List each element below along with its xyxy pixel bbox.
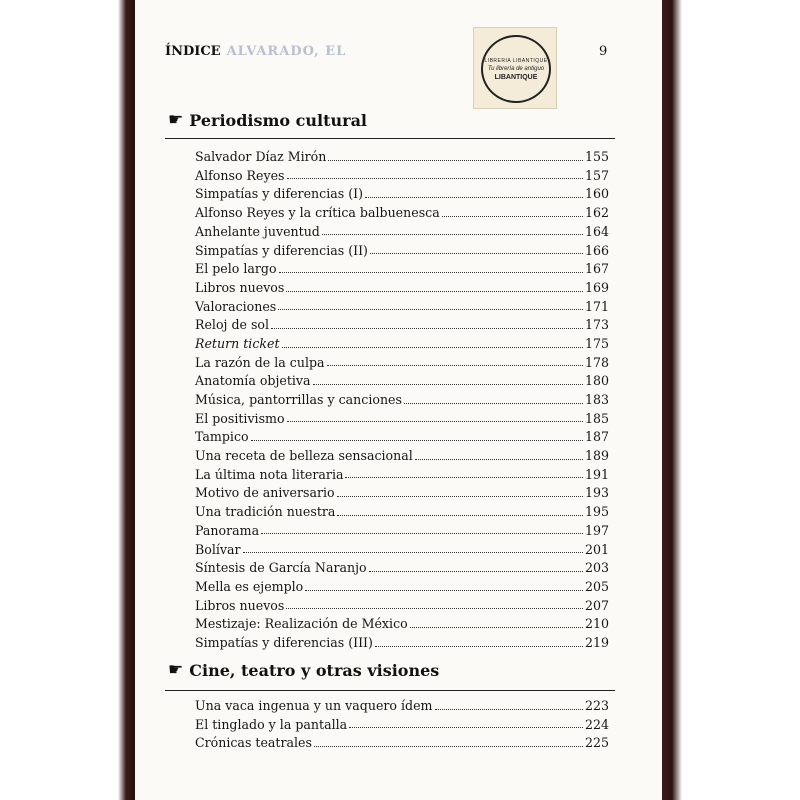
toc-entry [195, 481, 609, 500]
toc-entry [195, 145, 609, 164]
toc-entry-page: 164 [584, 223, 609, 239]
toc-entry-page: 155 [584, 149, 609, 165]
dot-leader [322, 233, 583, 235]
dot-leader [375, 645, 583, 647]
toc-entry-page: 224 [584, 716, 609, 732]
toc-entry-title: El tinglado y la pantalla [195, 716, 348, 732]
toc-entry-title: Libros nuevos [195, 279, 285, 295]
dot-leader [410, 626, 583, 628]
toc-entry-title: Una vaca ingenua y un vaquero ídem [195, 698, 433, 714]
toc-entry-page: 162 [584, 205, 609, 221]
toc-entry-title: La razón de la culpa [195, 354, 325, 370]
stamp-bottom-text: LIBANTIQUE [494, 73, 538, 81]
section-heading-periodismo [168, 110, 367, 130]
toc-entry [195, 612, 609, 631]
dot-leader [435, 708, 583, 710]
toc-entry-title: Música, pantorrillas y canciones [195, 392, 402, 408]
toc-entry-title: Bolívar [195, 541, 241, 557]
toc-entry-page: 171 [584, 298, 609, 314]
toc-entry-page: 207 [584, 597, 609, 613]
toc-entry-title: Simpatías y diferencias (III) [195, 634, 373, 650]
toc-entry-page: 191 [584, 466, 609, 482]
dot-leader [286, 607, 583, 609]
toc-entry [195, 295, 609, 314]
toc-entry [195, 276, 609, 295]
toc-entry [195, 201, 609, 220]
dot-leader [279, 271, 583, 273]
stamp-top-text: LIBRERIA LIBANTIQUE [484, 57, 548, 64]
dot-leader [415, 458, 583, 460]
dot-leader [370, 252, 583, 254]
toc-entry-page: 197 [584, 522, 609, 538]
toc-entry [195, 313, 609, 332]
toc-entry-page: 173 [584, 317, 609, 333]
toc-entry [195, 220, 609, 239]
section-title: Periodismo cultural [189, 110, 368, 130]
toc-entry-title: Simpatías y diferencias (II) [195, 242, 368, 258]
toc-entry-title: Libros nuevos [195, 597, 285, 613]
toc-entry-title: Panorama [195, 522, 260, 538]
toc-entry [195, 500, 609, 519]
toc-entry-page: 169 [584, 279, 609, 295]
section-rule [165, 138, 615, 139]
toc-entry-title: Una receta de belleza sensacional [195, 448, 413, 464]
toc-entry-title: Motivo de aniversario [195, 485, 335, 501]
toc-entry-page: 157 [584, 167, 609, 183]
toc-entry-page: 201 [584, 541, 609, 557]
toc-entry-page: 185 [584, 410, 609, 426]
toc-entry-title: Síntesis de García Naranjo [195, 560, 367, 576]
toc-entry-title: Una tradición nuestra [195, 504, 336, 520]
dot-leader [243, 551, 583, 553]
toc-entry-page: 183 [584, 392, 609, 408]
toc-entry-page: 193 [584, 485, 609, 501]
toc-entry-page: 225 [584, 735, 609, 751]
toc-entry-page: 187 [584, 429, 609, 445]
toc-entry-page: 210 [584, 616, 609, 632]
dot-leader [442, 215, 583, 217]
page-number: 9 [599, 44, 608, 59]
dot-leader [337, 495, 583, 497]
stamp-seal-icon [481, 35, 551, 103]
toc-entry-page: 203 [584, 560, 609, 576]
dot-leader [369, 570, 583, 572]
book-edge-left [0, 0, 135, 800]
dot-leader [278, 308, 583, 310]
toc-entry-title: El pelo largo [195, 261, 277, 277]
toc-entry-page: 175 [584, 335, 609, 351]
toc-entry-title: La última nota literaria [195, 466, 344, 482]
dot-leader [287, 177, 583, 179]
toc-entry-page: 223 [584, 698, 609, 714]
toc-entry [195, 731, 609, 750]
toc-entry-title: Mestizaje: Realización de México [195, 616, 408, 632]
toc-entry-page: 205 [584, 578, 609, 594]
toc-entry-title: Return ticket [195, 335, 280, 351]
toc-entry-page: 189 [584, 448, 609, 464]
toc-entry-title: Anatomía objetiva [195, 373, 311, 389]
toc-entry-title: Salvador Díaz Mirón [195, 149, 327, 165]
section-heading-cine [168, 660, 439, 680]
toc-list-periodismo [195, 145, 609, 650]
dot-leader [271, 327, 583, 329]
dot-leader [404, 402, 583, 404]
toc-entry-title: Alfonso Reyes y la crítica balbuenesca [195, 205, 440, 221]
toc-list-cine [195, 694, 609, 750]
bleed-through-heading: ALVARADO, EL [226, 44, 347, 59]
toc-entry [195, 594, 609, 613]
dot-leader [365, 196, 583, 198]
toc-entry [195, 238, 609, 257]
section-rule [165, 690, 615, 691]
toc-entry-page: 219 [584, 634, 609, 650]
pointing-hand-icon: ☛ [168, 660, 184, 680]
toc-entry [195, 556, 609, 575]
dot-leader [313, 383, 583, 385]
toc-entry [195, 713, 609, 732]
toc-entry [195, 519, 609, 538]
toc-entry-page: 166 [584, 242, 609, 258]
toc-entry-page: 178 [584, 354, 609, 370]
toc-entry-title: Tampico [195, 429, 249, 445]
toc-entry-page: 167 [584, 261, 609, 277]
toc-entry [195, 575, 609, 594]
toc-entry [195, 164, 609, 183]
stamp-inner-text: Tu librería de antiguo [487, 65, 545, 72]
toc-entry-title: Anhelante juventud [195, 223, 320, 239]
dot-leader [349, 726, 583, 728]
toc-entry-title: Reloj de sol [195, 317, 270, 333]
toc-entry [195, 388, 609, 407]
book-page [135, 0, 662, 800]
dot-leader [287, 420, 583, 422]
toc-entry [195, 631, 609, 650]
dot-leader [261, 532, 583, 534]
dot-leader [282, 346, 583, 348]
running-head-title: ÍNDICE [165, 44, 221, 59]
toc-entry-page: 180 [584, 373, 609, 389]
dot-leader [345, 476, 582, 478]
toc-entry-page: 195 [584, 504, 609, 520]
toc-entry [195, 444, 609, 463]
toc-entry [195, 182, 609, 201]
dot-leader [251, 439, 583, 441]
toc-entry [195, 351, 609, 370]
section-title: Cine, teatro y otras visiones [189, 660, 440, 680]
toc-entry [195, 407, 609, 426]
dot-leader [314, 745, 583, 747]
toc-entry-title: Simpatías y diferencias (I) [195, 186, 363, 202]
dot-leader [286, 290, 583, 292]
toc-entry [195, 425, 609, 444]
toc-entry-title: Crónicas teatrales [195, 735, 312, 751]
toc-entry [195, 537, 609, 556]
book-edge-right [662, 0, 800, 800]
dot-leader [327, 364, 583, 366]
toc-entry-title: Valoraciones [195, 298, 277, 314]
toc-entry-title: Alfonso Reyes [195, 167, 285, 183]
dot-leader [305, 589, 583, 591]
toc-entry [195, 369, 609, 388]
pointing-hand-icon: ☛ [168, 110, 184, 130]
toc-entry-title: Mella es ejemplo [195, 578, 304, 594]
toc-entry [195, 332, 609, 351]
toc-entry [195, 694, 609, 713]
toc-entry [195, 463, 609, 482]
toc-entry-title: El positivismo [195, 410, 285, 426]
dot-leader [337, 514, 583, 516]
toc-entry-page: 160 [584, 186, 609, 202]
dot-leader [328, 159, 583, 161]
bookseller-stamp [473, 27, 557, 109]
toc-entry [195, 257, 609, 276]
